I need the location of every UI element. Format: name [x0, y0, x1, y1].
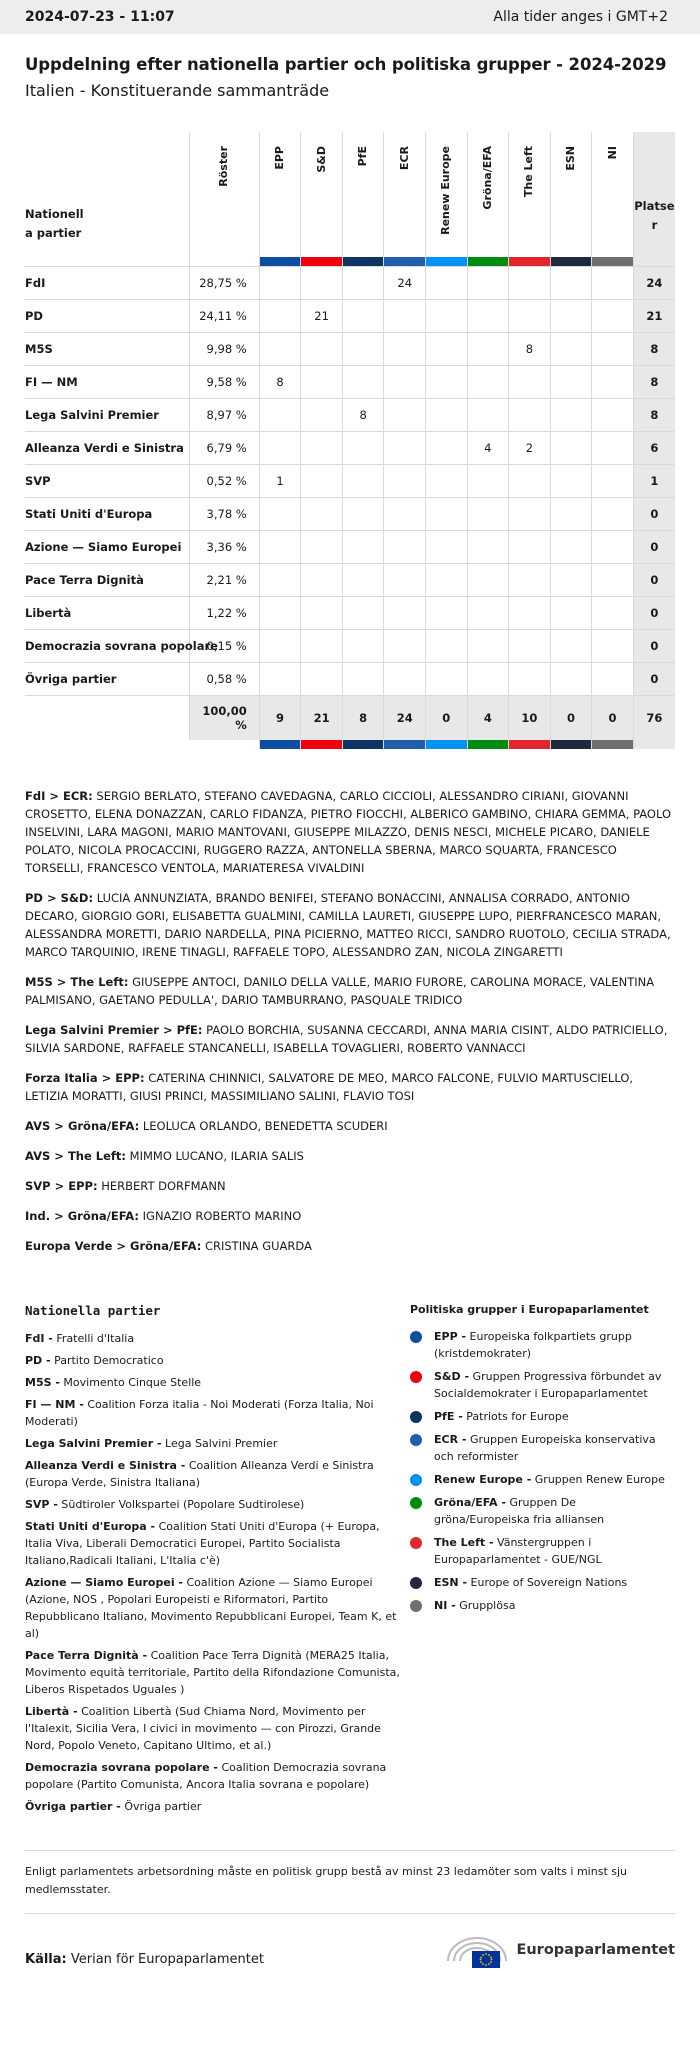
group-total: 4	[467, 695, 509, 740]
group-seats: 8	[509, 332, 551, 365]
party-votes: 3,78 %	[189, 497, 259, 530]
party-total-seats: 0	[633, 563, 675, 596]
table-row	[25, 332, 675, 365]
group-header-2: PfE	[342, 132, 384, 257]
group-seats	[384, 662, 426, 695]
group-seats	[425, 431, 467, 464]
party-name: Lega Salvini Premier	[25, 398, 189, 431]
group-seats	[384, 596, 426, 629]
group-seats: 24	[384, 266, 426, 299]
group-color-bar	[301, 257, 343, 266]
group-seats	[425, 365, 467, 398]
page-title: Uppdelning efter nationella partier och politiska grupper - 2024-2029	[25, 55, 667, 74]
group-seats	[384, 299, 426, 332]
party-total-seats: 0	[633, 497, 675, 530]
group-seats	[259, 398, 301, 431]
party-name: Azione — Siamo Europei	[25, 530, 189, 563]
group-seats	[259, 662, 301, 695]
party-total-seats: 0	[633, 530, 675, 563]
group-seats	[509, 563, 551, 596]
top-bar	[0, 0, 700, 34]
total-seats: 76	[633, 695, 675, 740]
group-seats	[467, 530, 509, 563]
group-seats	[592, 530, 634, 563]
table-row	[25, 497, 675, 530]
group-seats	[467, 365, 509, 398]
table-row	[25, 629, 675, 662]
group-seats	[301, 662, 343, 695]
group-seats	[592, 365, 634, 398]
group-seats	[259, 596, 301, 629]
group-seats	[550, 662, 592, 695]
party-total-seats: 0	[633, 662, 675, 695]
member-group: Ind. > Gröna/EFA: IGNAZIO ROBERTO MARINO	[25, 1209, 302, 1223]
group-seats	[592, 497, 634, 530]
group-seats	[301, 629, 343, 662]
group-color-bar	[425, 740, 467, 749]
group-seats	[301, 332, 343, 365]
party-total-seats: 0	[633, 596, 675, 629]
national-legend-item: Stati Uniti d'Europa - Coalition Stati Uniti d'Europa (+ Europa, Italia Viva, Liberali Democratici Europei, Partito Socialista Italiano,Radicali Italiani, L'Italia c'è)	[25, 1520, 380, 1567]
party-name: Stati Uniti d'Europa	[25, 497, 189, 530]
group-seats	[550, 563, 592, 596]
national-legend-item: PD - Partito Democratico	[25, 1354, 164, 1367]
group-color-dot	[410, 1537, 422, 1549]
group-seats	[467, 299, 509, 332]
group-seats	[425, 464, 467, 497]
group-seats	[342, 431, 384, 464]
group-color-bar	[592, 257, 634, 266]
party-total-seats: 24	[633, 266, 675, 299]
group-seats	[301, 596, 343, 629]
group-seats	[509, 299, 551, 332]
member-group: M5S > The Left: GIUSEPPE ANTOCI, DANILO DELLA VALLE, MARIO FURORE, CAROLINA MORACE, VALENTINA PALMISANO, GAETANO PEDULLA', DARIO TAMBURRANO, PASQUALE TRIDICO	[25, 975, 655, 1007]
group-color-bar	[342, 740, 384, 749]
party-votes: 0,15 %	[189, 629, 259, 662]
group-color-bar	[467, 740, 509, 749]
results-table	[25, 132, 675, 749]
group-header-6: The Left	[509, 132, 551, 257]
party-total-seats: 8	[633, 398, 675, 431]
group-seats	[592, 299, 634, 332]
group-seats	[342, 332, 384, 365]
national-parties-legend	[25, 1303, 410, 1820]
table-row	[25, 530, 675, 563]
group-seats	[550, 299, 592, 332]
group-seats	[425, 398, 467, 431]
national-legend-item: Democrazia sovrana popolare - Coalition Democrazia sovrana popolare (Partito Comunista, Ancora Italia sovrana e popolare)	[25, 1761, 387, 1791]
party-total-seats: 8	[633, 332, 675, 365]
group-seats	[342, 299, 384, 332]
national-legend-item: Alleanza Verdi e Sinistra - Coalition Alleanza Verdi e Sinistra (Europa Verde, Sinistra Italiana)	[25, 1459, 374, 1489]
party-votes: 8,97 %	[189, 398, 259, 431]
group-seats	[550, 365, 592, 398]
group-seats: 2	[509, 431, 551, 464]
party-name: PD	[25, 299, 189, 332]
group-seats	[342, 563, 384, 596]
group-seats	[342, 365, 384, 398]
group-header-3: ECR	[384, 132, 426, 257]
member-group: PD > S&D: LUCIA ANNUNZIATA, BRANDO BENIFEI, STEFANO BONACCINI, ANNALISA CORRADO, ANTONIO DECARO, GIORGIO GORI, ELISABETTA GUALMINI, CAMILLA LAURETI, GIUSEPPE LUPO, PIERFRANCESCO MARAN, ALESSANDRA MORETTI, DARIO NARDELLA, PINA PICIERNO, MATTEO RICCI, SANDRO RUOTOLO, CECILIA STRADA, MARCO TARQUINIO, IRENE TINAGLI, RAFFAELE TOPO, ALESSANDRO ZAN, NICOLA ZINGARETTI	[25, 891, 671, 959]
group-legend-title: Politiska grupper i Europaparlamentet	[410, 1303, 649, 1316]
national-legend-item: Övriga partier - Övriga partier	[25, 1800, 202, 1813]
group-seats	[425, 266, 467, 299]
group-seats	[301, 398, 343, 431]
group-seats	[301, 365, 343, 398]
group-seats	[259, 266, 301, 299]
group-total: 21	[301, 695, 343, 740]
group-seats	[592, 662, 634, 695]
group-color-bar	[259, 740, 301, 749]
party-votes: 2,21 %	[189, 563, 259, 596]
group-seats	[259, 530, 301, 563]
group-color-bar	[592, 740, 634, 749]
group-seats	[550, 332, 592, 365]
party-name: Pace Terra Dignità	[25, 563, 189, 596]
party-votes: 9,98 %	[189, 332, 259, 365]
member-group: SVP > EPP: HERBERT DORFMANN	[25, 1179, 226, 1193]
group-color-bar	[467, 257, 509, 266]
table-row	[25, 431, 675, 464]
national-legend-item: Azione — Siamo Europei - Coalition Azione — Siamo Europei (Azione, NOS , Popolari Europeisti e Riformatori, Partito Repubblicano Italiano, Movimento Repubblicani Europei, Team K, et al)	[25, 1576, 397, 1640]
group-seats	[467, 563, 509, 596]
group-header-1: S&D	[301, 132, 343, 257]
group-seats	[342, 497, 384, 530]
group-seats	[550, 398, 592, 431]
group-color-bar	[301, 740, 343, 749]
group-seats: 21	[301, 299, 343, 332]
group-color-dot	[410, 1371, 422, 1383]
group-header-0: EPP	[259, 132, 301, 257]
party-name: Libertà	[25, 596, 189, 629]
group-total: 9	[259, 695, 301, 740]
europarl-hemicycle-icon	[444, 1931, 510, 1969]
group-seats	[259, 629, 301, 662]
group-seats	[342, 464, 384, 497]
group-total: 10	[509, 695, 551, 740]
group-seats: 1	[259, 464, 301, 497]
group-color-bar	[342, 257, 384, 266]
group-color-dot	[410, 1577, 422, 1589]
group-seats	[384, 398, 426, 431]
group-seats	[301, 563, 343, 596]
group-legend-item: EPP - Europeiska folkpartiets grupp (kristdemokrater)	[410, 1328, 675, 1362]
group-seats	[550, 629, 592, 662]
group-seats	[509, 398, 551, 431]
group-total: 0	[592, 695, 634, 740]
group-seats	[301, 464, 343, 497]
group-seats	[467, 266, 509, 299]
group-seats	[467, 464, 509, 497]
member-group: AVS > The Left: MIMMO LUCANO, ILARIA SALIS	[25, 1149, 304, 1163]
seats-header: Platse r	[633, 132, 675, 257]
group-total: 0	[425, 695, 467, 740]
national-legend-item: FI — NM - Coalition Forza italia - Noi Moderati (Forza Italia, Noi Moderati)	[25, 1398, 374, 1428]
party-votes: 0,52 %	[189, 464, 259, 497]
party-name: FI — NM	[25, 365, 189, 398]
table-row	[25, 299, 675, 332]
group-color-bar	[550, 257, 592, 266]
group-seats	[509, 596, 551, 629]
group-seats	[592, 332, 634, 365]
group-total: 24	[384, 695, 426, 740]
group-seats	[509, 365, 551, 398]
group-seats	[425, 530, 467, 563]
group-color-bar	[425, 257, 467, 266]
member-group: Lega Salvini Premier > PfE: PAOLO BORCHIA, SUSANNA CECCARDI, ANNA MARIA CISINT, ALDO PATRICIELLO, SILVIA SARDONE, RAFFAELE STANCANELLI, ISABELLA TOVAGLIERI, ROBERTO VANNACCI	[25, 1023, 668, 1055]
group-seats	[342, 596, 384, 629]
votes-header: Röster	[189, 132, 259, 257]
table-row	[25, 464, 675, 497]
group-legend-item: Gröna/EFA - Gruppen De gröna/Europeiska fria alliansen	[410, 1494, 675, 1528]
party-votes: 1,22 %	[189, 596, 259, 629]
table-row	[25, 266, 675, 299]
group-color-dot	[410, 1600, 422, 1612]
member-group: Forza Italia > EPP: CATERINA CHINNICI, SALVATORE DE MEO, MARCO FALCONE, FULVIO MARTUSCIELLO, LETIZIA MORATTI, GIUSI PRINCI, MASSIMILIANO SALINI, FLAVIO TOSI	[25, 1071, 634, 1103]
group-legend	[410, 1303, 675, 1820]
members-list	[25, 787, 675, 1255]
group-header-4: Renew Europe	[425, 132, 467, 257]
group-seats	[301, 497, 343, 530]
party-total-seats: 8	[633, 365, 675, 398]
group-seats	[467, 332, 509, 365]
member-group: FdI > ECR: SERGIO BERLATO, STEFANO CAVEDAGNA, CARLO CICCIOLI, ALESSANDRO CIRIANI, GIOVANNI CROSETTO, ELENA DONAZZAN, CARLO FIDANZA, PIETRO FIOCCHI, ALBERICO GAMBINO, CHIARA GEMMA, PAOLO INSELVINI, LARA MAGONI, MARIO MANTOVANI, GIUSEPPE MILAZZO, DENIS NESCI, MICHELE PICARO, DANIELE POLATO, NICOLA PROCACCINI, RUGGERO RAZZA, ANTONELLA SBERNA, MARCO SQUARTA, FRANCESCO TORSELLI, FRANCESCO VENTOLA, MARIATERESA VIVALDINI	[25, 789, 672, 875]
national-legend-item: Lega Salvini Premier - Lega Salvini Premier	[25, 1437, 278, 1450]
party-name: Övriga partier	[25, 662, 189, 695]
national-legend-item: Pace Terra Dignità - Coalition Pace Terra Dignità (MERA25 Italia, Movimento equità territoriale, Partito della Rifondazione Comunista, Liberos Rispetados Uguales )	[25, 1649, 400, 1696]
party-name: FdI	[25, 266, 189, 299]
party-name: Democrazia sovrana popolare	[25, 629, 189, 662]
logo-text: Europaparlamentet	[516, 1941, 675, 1958]
party-total-seats: 21	[633, 299, 675, 332]
total-votes: 100,00 %	[189, 695, 259, 740]
table-row	[25, 365, 675, 398]
group-seats	[384, 530, 426, 563]
group-seats	[301, 266, 343, 299]
timezone-note: Alla tider anges i GMT+2	[493, 9, 668, 25]
group-seats	[550, 266, 592, 299]
national-legend-item: FdI - Fratelli d'Italia	[25, 1332, 135, 1345]
national-legend-title: Nationella partier	[25, 1303, 161, 1318]
group-color-bar	[384, 740, 426, 749]
group-legend-item: PfE - Patriots for Europe	[410, 1408, 675, 1425]
group-seats	[425, 662, 467, 695]
group-seats	[592, 629, 634, 662]
group-color-dot	[410, 1474, 422, 1486]
group-seats	[592, 464, 634, 497]
table-row	[25, 563, 675, 596]
group-seats	[592, 398, 634, 431]
national-legend-item: M5S - Movimento Cinque Stelle	[25, 1376, 202, 1389]
group-seats	[342, 530, 384, 563]
group-seats	[384, 464, 426, 497]
group-seats	[259, 332, 301, 365]
group-seats	[259, 563, 301, 596]
party-name: Alleanza Verdi e Sinistra	[25, 431, 189, 464]
group-seats	[425, 299, 467, 332]
group-legend-item: NI - Grupplösa	[410, 1597, 675, 1614]
national-legend-item: SVP - Südtiroler Volkspartei (Popolare Sudtirolese)	[25, 1498, 305, 1511]
group-color-bar	[550, 740, 592, 749]
party-name: M5S	[25, 332, 189, 365]
group-seats	[509, 662, 551, 695]
group-color-bar	[384, 257, 426, 266]
group-total: 8	[342, 695, 384, 740]
group-seats: 4	[467, 431, 509, 464]
timestamp: 2024-07-23 - 11:07	[25, 9, 175, 25]
group-seats	[425, 332, 467, 365]
footnote: Enligt parlamentets arbetsordning måste en politisk grupp bestå av minst 23 ledamöter som valts i minst sju medlemsstater.	[25, 1850, 675, 1899]
europarl-logo[interactable]	[444, 1931, 675, 1969]
party-votes: 24,11 %	[189, 299, 259, 332]
group-color-bar	[509, 257, 551, 266]
group-seats	[509, 266, 551, 299]
group-seats	[509, 530, 551, 563]
group-seats	[384, 332, 426, 365]
group-seats	[342, 629, 384, 662]
group-color-dot	[410, 1434, 422, 1446]
party-total-seats: 1	[633, 464, 675, 497]
group-seats	[467, 398, 509, 431]
group-seats	[342, 662, 384, 695]
member-group: Europa Verde > Gröna/EFA: CRISTINA GUARDA	[25, 1239, 312, 1253]
member-group: AVS > Gröna/EFA: LEOLUCA ORLANDO, BENEDETTA SCUDERI	[25, 1119, 388, 1133]
group-legend-item: ESN - Europe of Sovereign Nations	[410, 1574, 675, 1591]
group-seats	[550, 464, 592, 497]
group-color-dot	[410, 1331, 422, 1343]
group-color-dot	[410, 1411, 422, 1423]
group-seats	[467, 596, 509, 629]
group-seats	[509, 629, 551, 662]
group-seats	[425, 497, 467, 530]
group-seats	[259, 497, 301, 530]
group-seats	[259, 299, 301, 332]
group-seats: 8	[259, 365, 301, 398]
party-name: SVP	[25, 464, 189, 497]
party-votes: 6,79 %	[189, 431, 259, 464]
group-header-7: ESN	[550, 132, 592, 257]
group-legend-item: ECR - Gruppen Europeiska konservativa och reformister	[410, 1431, 675, 1465]
group-header-5: Gröna/EFA	[467, 132, 509, 257]
group-color-dot	[410, 1497, 422, 1509]
group-seats	[384, 563, 426, 596]
party-votes: 28,75 %	[189, 266, 259, 299]
group-seats	[467, 497, 509, 530]
group-seats	[550, 431, 592, 464]
national-parties-header: Nationell a partier	[25, 207, 84, 240]
party-votes: 9,58 %	[189, 365, 259, 398]
group-color-bar	[509, 740, 551, 749]
group-total: 0	[550, 695, 592, 740]
party-votes: 3,36 %	[189, 530, 259, 563]
totals-row	[25, 695, 675, 740]
group-header-8: NI	[592, 132, 634, 257]
page-subtitle: Italien - Konstituerande sammanträde	[25, 81, 330, 100]
group-legend-item: Renew Europe - Gruppen Renew Europe	[410, 1471, 675, 1488]
group-seats	[509, 464, 551, 497]
group-seats	[467, 629, 509, 662]
table-row	[25, 662, 675, 695]
group-seats	[301, 530, 343, 563]
source: Källa: Verian för Europaparlamentet	[25, 1952, 264, 1967]
group-seats	[301, 431, 343, 464]
group-seats	[592, 431, 634, 464]
group-seats	[550, 530, 592, 563]
group-seats	[384, 365, 426, 398]
group-legend-item: The Left - Vänstergruppen i Europaparlamentet - GUE/NGL	[410, 1534, 675, 1568]
party-total-seats: 6	[633, 431, 675, 464]
group-seats: 8	[342, 398, 384, 431]
group-seats	[384, 629, 426, 662]
group-seats	[509, 497, 551, 530]
group-seats	[592, 596, 634, 629]
party-votes: 0,58 %	[189, 662, 259, 695]
group-legend-item: S&D - Gruppen Progressiva förbundet av Socialdemokrater i Europaparlamentet	[410, 1368, 675, 1402]
table-row	[25, 596, 675, 629]
group-color-bar	[259, 257, 301, 266]
party-total-seats: 0	[633, 629, 675, 662]
group-seats	[550, 497, 592, 530]
group-seats	[592, 563, 634, 596]
national-legend-item: Libertà - Coalition Libertà (Sud Chiama Nord, Movimento per l'Italexit, Sicilia Vera, I civici in movimento — con Pirozzi, Grande Nord, Popolo Veneto, Capitano Ultimo, et al.)	[25, 1705, 381, 1752]
group-seats	[425, 563, 467, 596]
group-seats	[425, 596, 467, 629]
group-seats	[384, 497, 426, 530]
group-seats	[592, 266, 634, 299]
group-seats	[342, 266, 384, 299]
group-seats	[259, 431, 301, 464]
group-seats	[384, 431, 426, 464]
group-seats	[425, 629, 467, 662]
group-seats	[550, 596, 592, 629]
group-seats	[467, 662, 509, 695]
table-row	[25, 398, 675, 431]
